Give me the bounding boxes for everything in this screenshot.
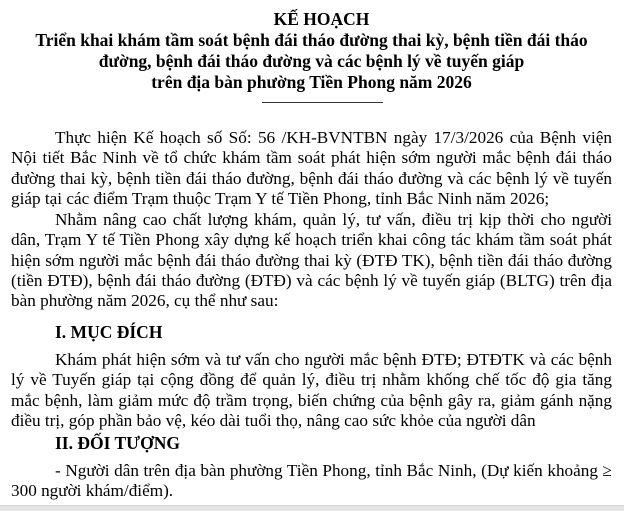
- document-subtitle: [11, 30, 612, 93]
- section-body-purpose: Khám phát hiện sớm và tư vấn cho người mắc bệnh ĐTĐ; ĐTĐTK và các bệnh lý về Tuyến giáp tại cộng đồng để quản lý, điều trị nhằm khống chế tốc độ gia tăng mắc bệnh, làm giảm mức độ trầm trọng, biến chứng của bệnh gây ra, giảm gánh nặng điều trị, góp phần bảo vệ, kéo dài tuổi thọ, nâng cao sức khỏe của người dân: [11, 350, 612, 430]
- subtitle-line: đường, bệnh đái tháo đường và các bệnh lý về tuyến giáp: [98, 51, 525, 71]
- page-bottom-edge: [0, 505, 624, 511]
- section-body-target: - Người dân trên địa bàn phường Tiền Phong, tỉnh Bắc Ninh, (Dự kiến khoảng ≥ 300 người khám/điểm).: [11, 461, 612, 501]
- section-heading-target: II. ĐỐI TƯỢNG: [55, 433, 180, 453]
- title-divider: [262, 102, 383, 103]
- intro-paragraph-1: Thực hiện Kế hoạch số Số: 56 /KH-BVNTBN ngày 17/3/2026 của Bệnh viện Nội tiết Bắc Ninh về tổ chức khám tầm soát phát hiện sớm người mắc bệnh đái tháo đường thai kỳ, bệnh tiền đái tháo đường, bệnh đái tháo đường và các bệnh lý về tuyến giáp tại các điểm Trạm thuộc Trạm Y tế Tiền Phong, tỉnh Bắc Ninh năm 2026;: [11, 128, 612, 208]
- subtitle-line: trên địa bàn phường Tiền Phong năm 2026: [151, 72, 472, 92]
- intro-paragraph-2: Nhằm nâng cao chất lượng khám, quản lý, tư vấn, điều trị kịp thời cho người dân, Trạm Y tế Tiền Phong xây dựng kế hoạch triển khai công tác khám tầm soát phát hiện sớm người mắc bệnh đái tháo đường thai kỳ (ĐTĐ TK), bệnh tiền đái tháo đường (tiền ĐTĐ), bệnh đái tháo đường (ĐTĐ) và các bệnh lý về tuyến giáp (BLTG) trên địa bàn phường năm 2026, cụ thể như sau:: [11, 210, 612, 311]
- subtitle-line: Triển khai khám tầm soát bệnh đái tháo đường thai kỳ, bệnh tiền đái tháo: [35, 30, 588, 50]
- document-title: KẾ HOẠCH: [273, 9, 370, 29]
- section-heading-purpose: I. MỤC ĐÍCH: [55, 322, 163, 342]
